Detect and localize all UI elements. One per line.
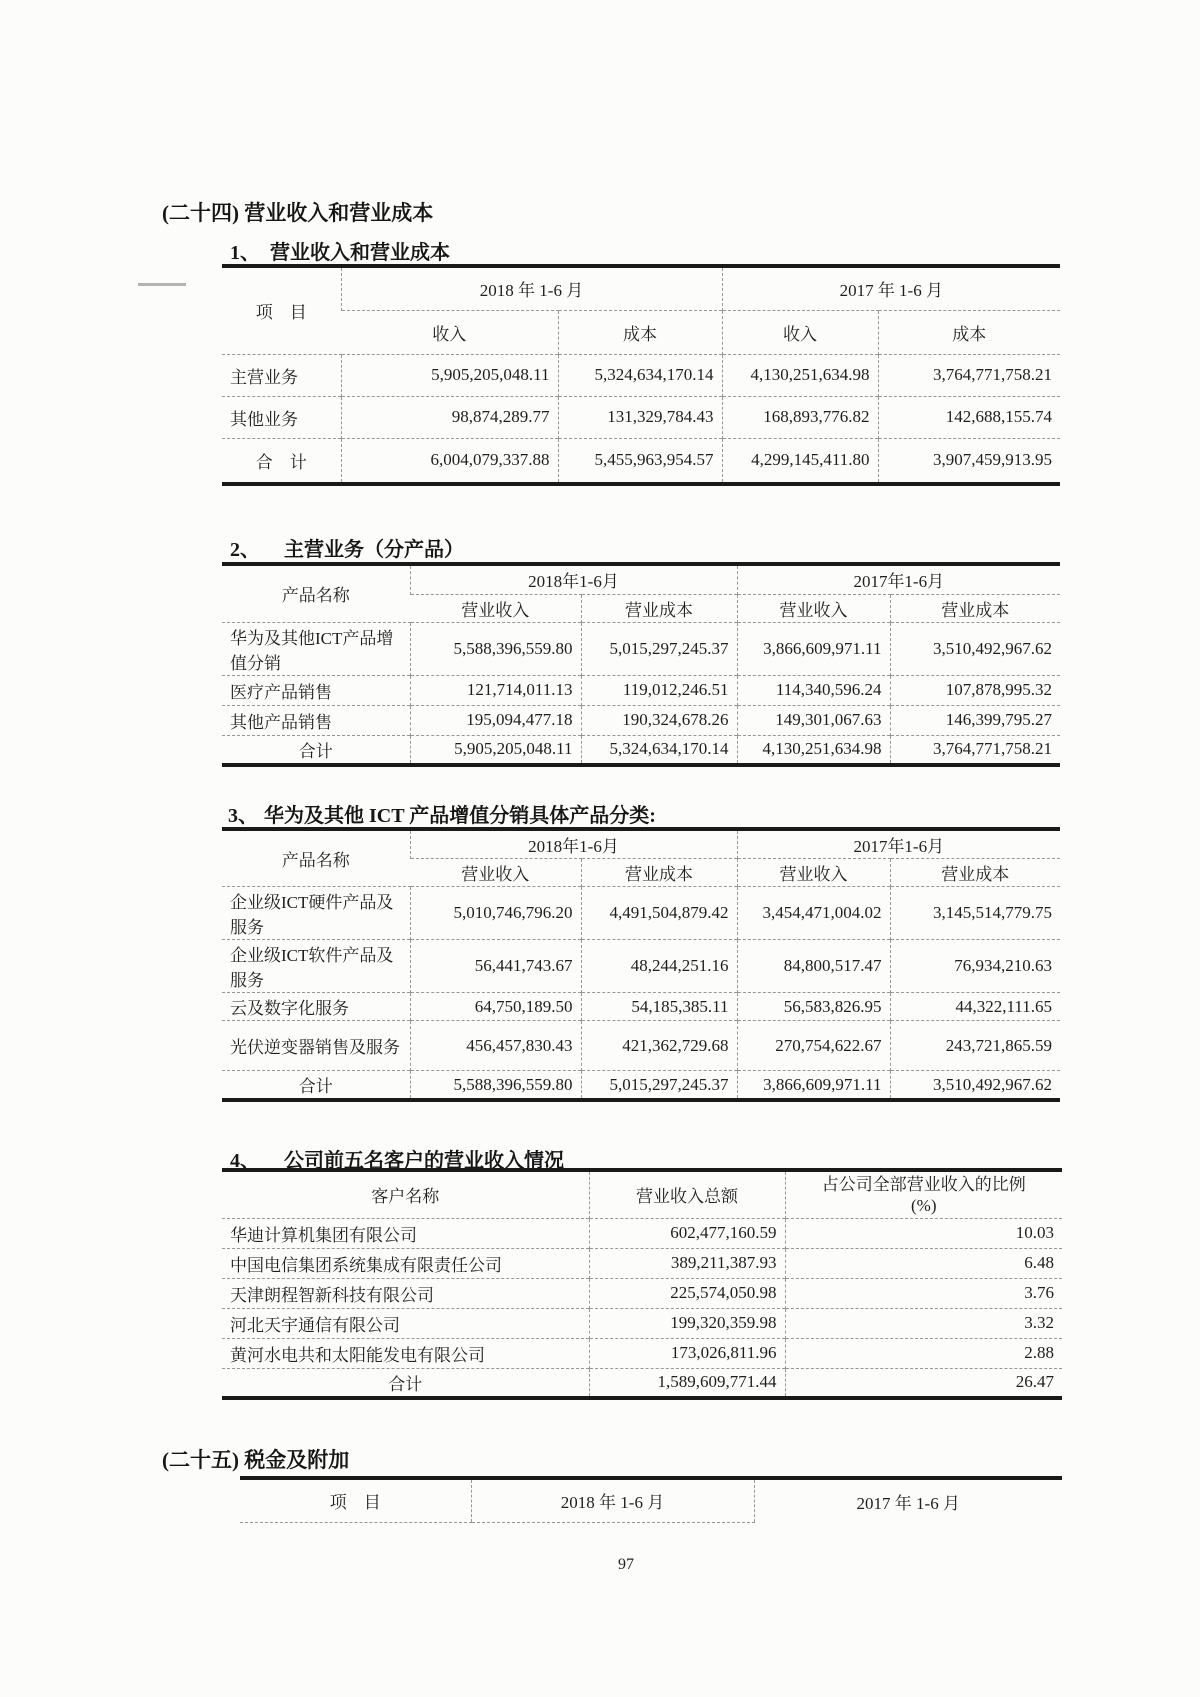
cell-value: 3,764,771,758.21 — [878, 354, 1060, 396]
margin-mark — [138, 283, 186, 286]
column-header-income-2017: 营业收入 — [737, 859, 890, 887]
cell-value: 1,589,609,771.44 — [589, 1368, 785, 1398]
page-number: 97 — [618, 1556, 634, 1573]
column-header-income-2018: 收入 — [341, 310, 558, 354]
customer-name: 华迪计算机集团有限公司 — [222, 1218, 589, 1248]
cell-value: 3,510,492,967.62 — [890, 622, 1060, 675]
cell-value: 107,878,995.32 — [890, 675, 1060, 705]
cell-value: 270,754,622.67 — [737, 1021, 890, 1071]
cell-value: 199,320,359.98 — [589, 1308, 785, 1338]
table-row — [222, 1278, 1062, 1308]
row-label: 云及数字化服务 — [222, 993, 410, 1021]
column-header-cost-2017: 营业成本 — [890, 594, 1060, 622]
table-row — [222, 622, 1060, 675]
subsection-2-heading — [230, 533, 464, 562]
column-header-period-2018: 2018 年 1-6 月 — [471, 1478, 754, 1522]
main-business-by-product-table — [222, 562, 1060, 767]
column-header-percentage — [785, 1170, 1062, 1218]
column-header-item: 产品名称 — [281, 851, 350, 870]
cell-value: 3,866,609,971.11 — [737, 1071, 890, 1101]
cell-value: 5,905,205,048.11 — [341, 354, 558, 396]
cell-value: 2.88 — [785, 1338, 1062, 1368]
cell-value: 243,721,865.59 — [890, 1021, 1060, 1071]
cell-value: 48,244,251.16 — [581, 940, 737, 993]
table-row — [222, 993, 1060, 1021]
cell-value: 190,324,678.26 — [581, 705, 737, 735]
cell-value: 6,004,079,337.88 — [341, 438, 558, 484]
row-label: 医疗产品销售 — [222, 675, 410, 705]
column-header-income-2018: 营业收入 — [410, 859, 581, 887]
cell-value: 98,874,289.77 — [341, 396, 558, 438]
cell-value: 84,800,517.47 — [737, 940, 890, 993]
subsection-3-number: 3、 — [228, 805, 258, 827]
cell-value: 3,907,459,913.95 — [878, 438, 1060, 484]
column-header-cost-2018: 成本 — [558, 310, 722, 354]
cell-value: 56,441,743.67 — [410, 940, 581, 993]
table-row — [222, 940, 1060, 993]
cell-value: 119,012,246.51 — [581, 675, 737, 705]
subsection-4-title: 公司前五名客户的营业收入情况 — [284, 1150, 564, 1172]
cell-value: 195,094,477.18 — [410, 705, 581, 735]
subsection-1-heading — [230, 236, 450, 265]
column-header-income-2017: 收入 — [722, 310, 878, 354]
cell-value: 421,362,729.68 — [581, 1021, 737, 1071]
cell-value: 146,399,795.27 — [890, 705, 1060, 735]
subsection-4-number: 4、 — [230, 1150, 260, 1172]
customer-name: 河北天宇通信有限公司 — [222, 1308, 589, 1338]
cell-value: 602,477,160.59 — [589, 1218, 785, 1248]
revenue-and-cost-table — [222, 264, 1060, 486]
table-row — [222, 675, 1060, 705]
cell-value: 4,130,251,634.98 — [737, 735, 890, 765]
customer-name: 天津朗程智新科技有限公司 — [222, 1278, 589, 1308]
row-label-total: 合计 — [222, 1368, 589, 1398]
total-row — [222, 1368, 1062, 1398]
total-row — [222, 735, 1060, 765]
customer-name: 黄河水电共和太阳能发电有限公司 — [222, 1338, 589, 1368]
cell-value: 4,491,504,879.42 — [581, 887, 737, 940]
subsection-2-number: 2、 — [230, 539, 260, 561]
column-header-revenue: 营业收入总额 — [589, 1170, 785, 1218]
column-header-period-2018: 2018年1-6月 — [410, 829, 737, 859]
column-header-period-2018: 2018年1-6月 — [410, 564, 737, 594]
row-label: 企业级ICT硬件产品及服务 — [222, 887, 410, 940]
table-row — [222, 1308, 1062, 1338]
column-header-income-2017: 营业收入 — [737, 594, 890, 622]
row-label-total: 合计 — [222, 1071, 410, 1101]
column-header-period-2017: 2017 年 1-6 月 — [722, 266, 1060, 310]
cell-value: 456,457,830.43 — [410, 1021, 581, 1071]
total-row — [222, 438, 1060, 484]
cell-value: 389,211,387.93 — [589, 1248, 785, 1278]
table-row — [222, 887, 1060, 940]
cell-value: 6.48 — [785, 1248, 1062, 1278]
column-header-cost-2017: 成本 — [878, 310, 1060, 354]
cell-value: 131,329,784.43 — [558, 396, 722, 438]
cell-value: 149,301,067.63 — [737, 705, 890, 735]
column-header-percentage-line1: 占公司全部营业收入的比例 — [821, 1174, 1026, 1194]
subsection-2-title: 主营业务（分产品） — [284, 539, 464, 561]
table-row — [222, 705, 1060, 735]
cell-value: 3,866,609,971.11 — [737, 622, 890, 675]
cell-value: 3,454,471,004.02 — [737, 887, 890, 940]
cell-value: 56,583,826.95 — [737, 993, 890, 1021]
cell-value: 3,145,514,779.75 — [890, 887, 1060, 940]
top-five-customers-table — [222, 1168, 1062, 1400]
row-label-total: 合 计 — [222, 438, 341, 484]
table-row — [222, 1248, 1062, 1278]
cell-value: 54,185,385.11 — [581, 993, 737, 1021]
subsection-3-title: 华为及其他 ICT 产品增值分销具体产品分类: — [264, 805, 656, 827]
table-row — [222, 354, 1060, 396]
subsection-3-heading — [228, 799, 656, 828]
table-row — [222, 1218, 1062, 1248]
cell-value: 5,010,746,796.20 — [410, 887, 581, 940]
column-header-period-2017: 2017 年 1-6 月 — [754, 1478, 1062, 1522]
cell-value: 5,455,963,954.57 — [558, 438, 722, 484]
cell-value: 4,299,145,411.80 — [722, 438, 878, 484]
cell-value: 5,905,205,048.11 — [410, 735, 581, 765]
row-label-total: 合计 — [222, 735, 410, 765]
column-header-cost-2017: 营业成本 — [890, 859, 1060, 887]
column-header-cost-2018: 营业成本 — [581, 594, 737, 622]
row-label: 其他产品销售 — [222, 705, 410, 735]
column-header-period-2018: 2018 年 1-6 月 — [341, 266, 722, 310]
cell-value: 44,322,111.65 — [890, 993, 1060, 1021]
table-row — [222, 1021, 1060, 1071]
cell-value: 64,750,189.50 — [410, 993, 581, 1021]
table-row — [222, 1338, 1062, 1368]
subsection-1-number: 1、 — [230, 242, 260, 264]
cell-value: 114,340,596.24 — [737, 675, 890, 705]
column-header-customer: 客户名称 — [371, 1187, 440, 1207]
total-row — [222, 1071, 1060, 1101]
row-label: 企业级ICT软件产品及服务 — [222, 940, 410, 993]
subsection-1-title: 营业收入和营业成本 — [270, 242, 450, 264]
cell-value: 26.47 — [785, 1368, 1062, 1398]
row-label: 华为及其他ICT产品增值分销 — [222, 622, 410, 675]
cell-value: 76,934,210.63 — [890, 940, 1060, 993]
cell-value: 3,510,492,967.62 — [890, 1071, 1060, 1101]
cell-value: 5,588,396,559.80 — [410, 622, 581, 675]
cell-value: 3.32 — [785, 1308, 1062, 1338]
row-label: 主营业务 — [222, 354, 341, 396]
row-label: 光伏逆变器销售及服务 — [222, 1021, 410, 1071]
cell-value: 142,688,155.74 — [878, 396, 1060, 438]
cell-value: 225,574,050.98 — [589, 1278, 785, 1308]
customer-name: 中国电信集团系统集成有限责任公司 — [222, 1248, 589, 1278]
cell-value: 10.03 — [785, 1218, 1062, 1248]
cell-value: 5,324,634,170.14 — [558, 354, 722, 396]
column-header-cost-2018: 营业成本 — [581, 859, 737, 887]
table-row — [222, 396, 1060, 438]
column-header-item: 产品名称 — [281, 586, 350, 606]
cell-value: 5,015,297,245.37 — [581, 1071, 737, 1101]
cell-value: 168,893,776.82 — [722, 396, 878, 438]
cell-value: 5,324,634,170.14 — [581, 735, 737, 765]
cell-value: 5,588,396,559.80 — [410, 1071, 581, 1101]
cell-value: 5,015,297,245.37 — [581, 622, 737, 675]
ict-product-breakdown-table — [222, 827, 1060, 1102]
row-label: 其他业务 — [222, 396, 341, 438]
cell-value: 173,026,811.96 — [589, 1338, 785, 1368]
column-header-period-2017: 2017年1-6月 — [737, 564, 1060, 594]
section-25-heading: (二十五) 税金及附加 — [162, 1448, 350, 1472]
section-24-heading: (二十四) 营业收入和营业成本 — [162, 201, 434, 225]
cell-value: 3.76 — [785, 1278, 1062, 1308]
column-header-income-2018: 营业收入 — [410, 594, 581, 622]
cell-value: 121,714,011.13 — [410, 675, 581, 705]
column-header-item: 项 目 — [255, 303, 307, 323]
column-header-percentage-line2: (%) — [911, 1195, 937, 1215]
taxes-and-surcharges-table — [240, 1476, 1062, 1523]
column-header-item: 项 目 — [240, 1478, 471, 1522]
cell-value: 4,130,251,634.98 — [722, 354, 878, 396]
cell-value: 3,764,771,758.21 — [890, 735, 1060, 765]
column-header-period-2017: 2017年1-6月 — [737, 829, 1060, 859]
